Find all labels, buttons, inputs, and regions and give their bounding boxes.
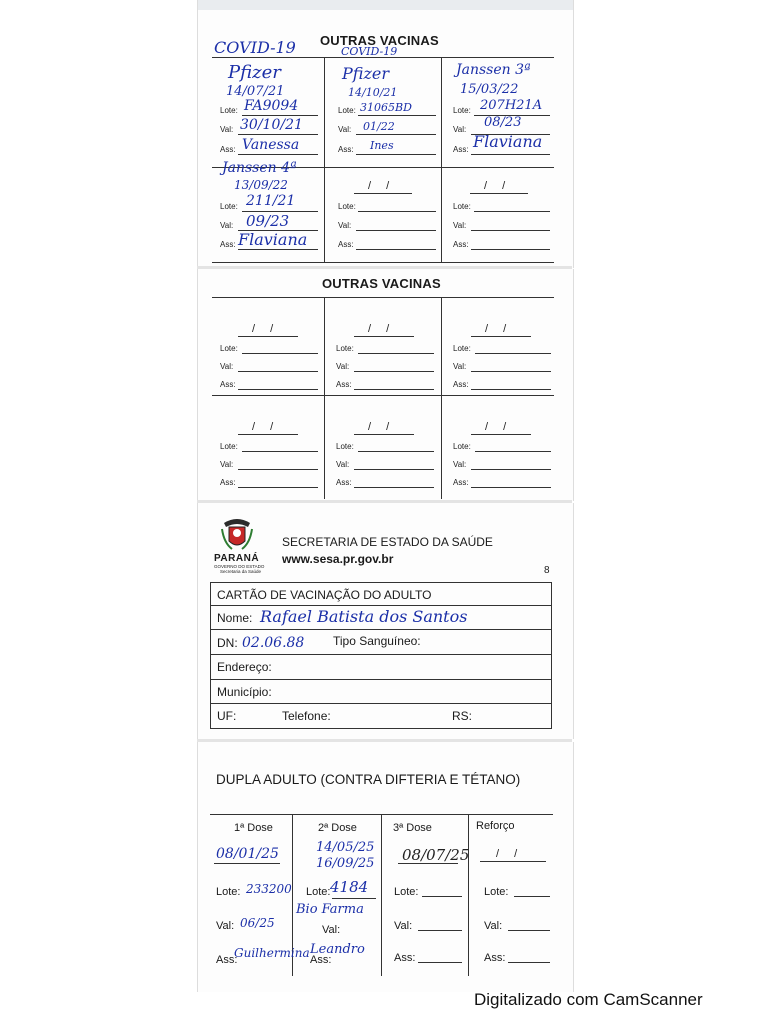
lote-line — [475, 451, 551, 452]
ass-label: Ass: — [220, 145, 236, 154]
lote-line — [242, 353, 318, 354]
ass-label: Ass: — [453, 145, 469, 154]
lote-label: Lote: — [338, 202, 356, 211]
dn-value: 02.06.88 — [242, 635, 305, 651]
address-label: Endereço: — [217, 660, 272, 674]
secretaria-title: SECRETARIA DE ESTADO DA SAÚDE — [282, 535, 493, 549]
val-value: 09/23 — [246, 212, 290, 230]
lote-label: Lote: — [306, 886, 331, 898]
website: www.sesa.pr.gov.br — [282, 552, 394, 566]
booster-header: Reforço — [476, 820, 515, 832]
lote-line — [358, 353, 434, 354]
ass-label: Ass: — [336, 478, 352, 487]
lote-label: Lote: — [220, 344, 238, 353]
lote-label: Lote: — [220, 106, 238, 115]
lote-line — [242, 451, 318, 452]
table-border — [212, 262, 554, 263]
val-label: Val: — [453, 221, 467, 230]
uf-label: UF: — [217, 709, 237, 723]
lote-value: 233200 — [246, 882, 292, 896]
ass-label: Ass: — [394, 952, 416, 964]
val-line — [471, 371, 551, 372]
val-line — [238, 371, 318, 372]
val-value: 08/23 — [484, 115, 522, 130]
val-label: Val: — [336, 362, 350, 371]
phone-label: Telefone: — [282, 709, 331, 723]
government-line: GOVERNO DO ESTADO — [214, 564, 265, 569]
lote-label: Lote: — [338, 106, 356, 115]
signature: Ines — [370, 139, 394, 152]
lote-label: Lote: — [220, 202, 238, 211]
date-placeholder: / / — [485, 421, 513, 433]
vaccine-date: 14/07/21 — [226, 84, 285, 99]
val-label: Val: — [336, 460, 350, 469]
municipality-label: Município: — [217, 685, 272, 699]
handwritten-covid-label: COVID-19 — [341, 45, 398, 58]
lote-value: 207H21A — [480, 98, 543, 113]
lote-label: Lote: — [220, 442, 238, 451]
ass-label: Ass: — [453, 478, 469, 487]
ass-label: Ass: — [310, 954, 332, 966]
ass-label: Ass: — [216, 954, 238, 966]
camscanner-watermark: Digitalizado com CamScanner — [474, 990, 703, 1009]
lote-label: Lote: — [453, 202, 471, 211]
ass-label: Ass: — [336, 380, 352, 389]
date-placeholder: / / — [368, 421, 396, 433]
val-label: Val: — [338, 221, 352, 230]
parana-coat-of-arms-icon — [220, 515, 254, 553]
date-line — [238, 434, 298, 435]
ass-label: Ass: — [453, 240, 469, 249]
date-placeholder: / / — [496, 848, 524, 860]
dt-vaccine-card — [197, 742, 574, 992]
signature: Flaviana — [473, 132, 543, 151]
date-placeholder: / / — [252, 421, 280, 433]
section-title: DUPLA ADULTO (CONTRA DIFTERIA E TÉTANO) — [216, 772, 521, 787]
val-label: Val: — [322, 924, 341, 936]
table-border — [441, 57, 442, 262]
table-border — [212, 57, 554, 58]
ass-line — [354, 389, 434, 390]
val-line — [238, 469, 318, 470]
vaccine-name: Pfizer — [228, 62, 281, 83]
val-line — [471, 469, 551, 470]
ass-label: Ass: — [220, 380, 236, 389]
val-label: Val: — [484, 920, 503, 932]
state-name: PARANÁ — [214, 553, 260, 564]
dose-date: 08/07/25 — [402, 846, 470, 864]
val-label: Val: — [453, 460, 467, 469]
dose-date-2: 16/09/25 — [316, 856, 375, 871]
signature: Vanessa — [242, 137, 300, 153]
date-line — [354, 434, 414, 435]
val-label: Val: — [220, 125, 234, 134]
val-value: 06/25 — [240, 916, 275, 930]
lote-value: FA9094 — [244, 98, 299, 114]
lote-value: 31065BD — [360, 101, 412, 114]
val-value: 01/22 — [363, 120, 395, 133]
ass-line — [471, 487, 551, 488]
dose-3-header: 3ª Dose — [393, 822, 432, 834]
vaccine-date: 14/10/21 — [348, 86, 398, 99]
ass-line — [471, 389, 551, 390]
signature: Flaviana — [238, 230, 308, 249]
date-line — [471, 336, 531, 337]
lote-label: Lote: — [336, 344, 354, 353]
ass-line — [238, 487, 318, 488]
lote-line — [358, 451, 434, 452]
date-line — [471, 434, 531, 435]
val-value: Bio Farma — [296, 902, 364, 917]
nome-value: Rafael Batista dos Santos — [260, 607, 468, 626]
val-label: Val: — [453, 362, 467, 371]
lote-label: Lote: — [453, 106, 471, 115]
vaccine-date: 15/03/22 — [460, 82, 519, 97]
covid-vaccine-card — [197, 0, 574, 268]
lote-value: 211/21 — [246, 193, 296, 209]
dn-label: DN: — [217, 636, 238, 650]
lote-label: Lote: — [394, 886, 419, 898]
vaccine-date: 13/09/22 — [234, 178, 288, 192]
dose-date: 08/01/25 — [216, 846, 279, 862]
lote-label: Lote: — [216, 886, 241, 898]
scan-edge — [198, 0, 573, 10]
government-line: Secretaria da Saúde — [220, 569, 262, 574]
val-value: 30/10/21 — [240, 117, 303, 133]
blood-type-label: Tipo Sanguíneo: — [333, 634, 421, 648]
val-label: Val: — [220, 460, 234, 469]
date-placeholder: / / — [484, 180, 512, 192]
date-line — [354, 336, 414, 337]
other-vaccines-card — [197, 269, 574, 501]
section-title: OUTRAS VACINAS — [322, 276, 441, 291]
date-placeholder: / / — [368, 323, 396, 335]
ass-label: Ass: — [338, 240, 354, 249]
nome-label: Nome: — [217, 611, 253, 625]
id-card — [197, 503, 574, 739]
vaccine-name: Janssen 3ª — [456, 62, 531, 78]
lote-label: Lote: — [453, 344, 471, 353]
ass-label: Ass: — [220, 478, 236, 487]
lote-line — [475, 353, 551, 354]
vaccine-name: Janssen 4ª — [222, 160, 297, 176]
lote-label: Lote: — [453, 442, 471, 451]
vaccine-name: Pfizer — [342, 64, 389, 83]
val-label: Val: — [216, 920, 235, 932]
page-mark: 8 — [544, 565, 550, 576]
signature: Leandro — [310, 942, 365, 957]
val-label: Val: — [220, 362, 234, 371]
val-line — [354, 371, 434, 372]
dose-1-header: 1ª Dose — [234, 822, 273, 834]
date-placeholder: / / — [252, 323, 280, 335]
signature: Guilhermina — [234, 946, 310, 960]
lote-value: 4184 — [330, 878, 369, 896]
val-line — [354, 469, 434, 470]
date-line — [238, 336, 298, 337]
ass-label: Ass: — [338, 145, 354, 154]
rs-label: RS: — [452, 709, 473, 723]
val-label: Val: — [394, 920, 413, 932]
dose-date: 14/05/25 — [316, 840, 375, 855]
date-placeholder: / / — [368, 180, 396, 192]
ass-label: Ass: — [453, 380, 469, 389]
ass-label: Ass: — [484, 952, 506, 964]
lote-label: Lote: — [336, 442, 354, 451]
lote-label: Lote: — [484, 886, 509, 898]
date-placeholder: / / — [485, 323, 513, 335]
section-title: OUTRAS VACINAS — [320, 33, 439, 48]
table-border — [324, 57, 325, 262]
form-title: CARTÃO DE VACINAÇÃO DO ADULTO — [217, 588, 432, 602]
handwritten-covid-label: COVID-19 — [214, 38, 296, 57]
val-label: Val: — [453, 125, 467, 134]
ass-line — [354, 487, 434, 488]
val-label: Val: — [220, 221, 234, 230]
ass-label: Ass: — [220, 240, 236, 249]
ass-line — [238, 389, 318, 390]
val-label: Val: — [338, 125, 352, 134]
dose-2-header: 2ª Dose — [318, 822, 357, 834]
